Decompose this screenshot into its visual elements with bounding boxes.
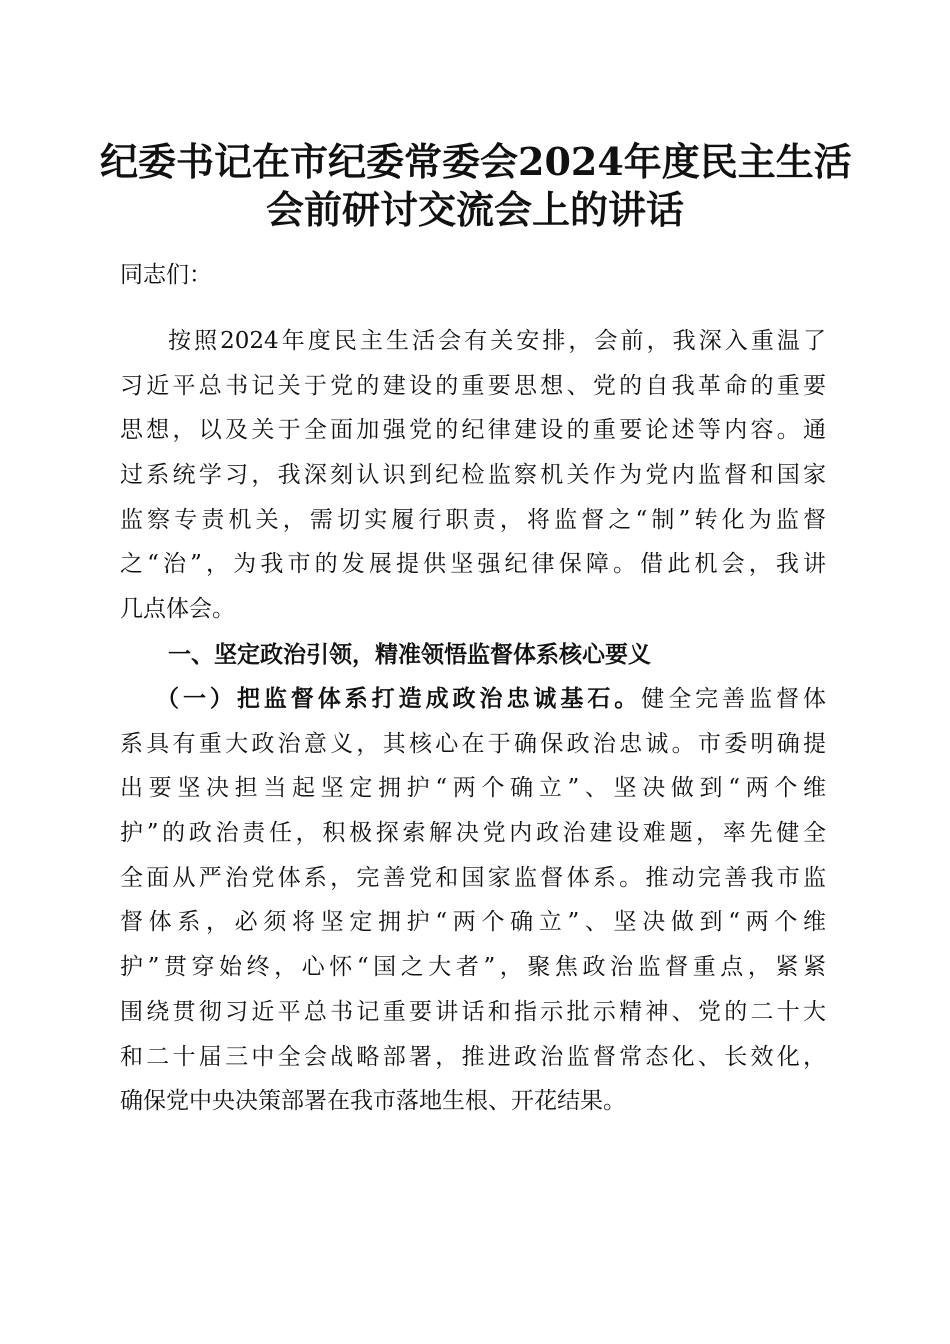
paragraph-2-line: 督体系，必须将坚定拥护“两个确立”、坚决做到“两个维	[120, 909, 826, 936]
document-title-line-1: 纪委书记在市纪委常委会2024年度民主生活	[100, 139, 852, 184]
greeting: 同志们：	[120, 262, 212, 288]
paragraph-2-line: 和二十届三中全会战略部署，推进政治监督常态化、长效化，	[120, 1043, 826, 1070]
paragraph-2-line: 护”的政治责任，积极探索解决党内政治建设难题，率先健全	[120, 820, 826, 847]
paragraph-1-line: 之“治”，为我市的发展提供坚强纪律保障。借此机会，我讲	[120, 551, 826, 578]
paragraph-2-line: 全面从严治党体系，完善党和国家监督体系。推动完善我市监	[120, 864, 826, 891]
paragraph-2-line: 确保党中央决策部署在我市落地生根、开花结果。	[120, 1088, 626, 1115]
paragraph-2-line: 系具有重大政治意义，其核心在于确保政治忠诚。市委明确提	[120, 730, 826, 757]
paragraph-2-first-line	[120, 677, 826, 722]
paragraph-1-line: 按照2024年度民主生活会有关安排，会前，我深入重温了	[168, 328, 826, 354]
paragraph-1-line: 监察专责机关，需切实履行职责，将监督之“制”转化为监督	[120, 506, 826, 533]
paragraph-2-line: 出要坚决担当起坚定拥护“两个确立”、坚决做到“两个维	[120, 775, 826, 802]
paragraph-2	[120, 677, 826, 1124]
paragraph-2-line: 围绕贯彻习近平总书记重要讲话和指示批示精神、党的二十大	[120, 998, 826, 1025]
paragraph-1-line: 几点体会。	[120, 596, 235, 623]
paragraph-2-first-line-text: 健全完善监督体	[641, 686, 827, 712]
paragraph-1	[120, 319, 826, 632]
section-heading-1: 一、坚定政治引领，精准领悟监督体系核心要义	[168, 642, 651, 668]
subheading-1: （一）把监督体系打造成政治忠诚基石。	[156, 685, 642, 712]
paragraph-1-line: 思想，以及关于全面加强党的纪律建设的重要论述等内容。通	[120, 417, 826, 444]
paragraph-2-line: 护”贯穿始终，心怀“国之大者”，聚焦政治监督重点，紧紧	[120, 954, 826, 981]
document-title-line-2: 会前研讨交流会上的讲话	[265, 187, 684, 232]
paragraph-1-line: 习近平总书记关于党的建设的重要思想、党的自我革命的重要	[120, 372, 826, 399]
paragraph-1-line: 过系统学习，我深刻认识到纪检监察机关作为党内监督和国家	[120, 462, 826, 489]
